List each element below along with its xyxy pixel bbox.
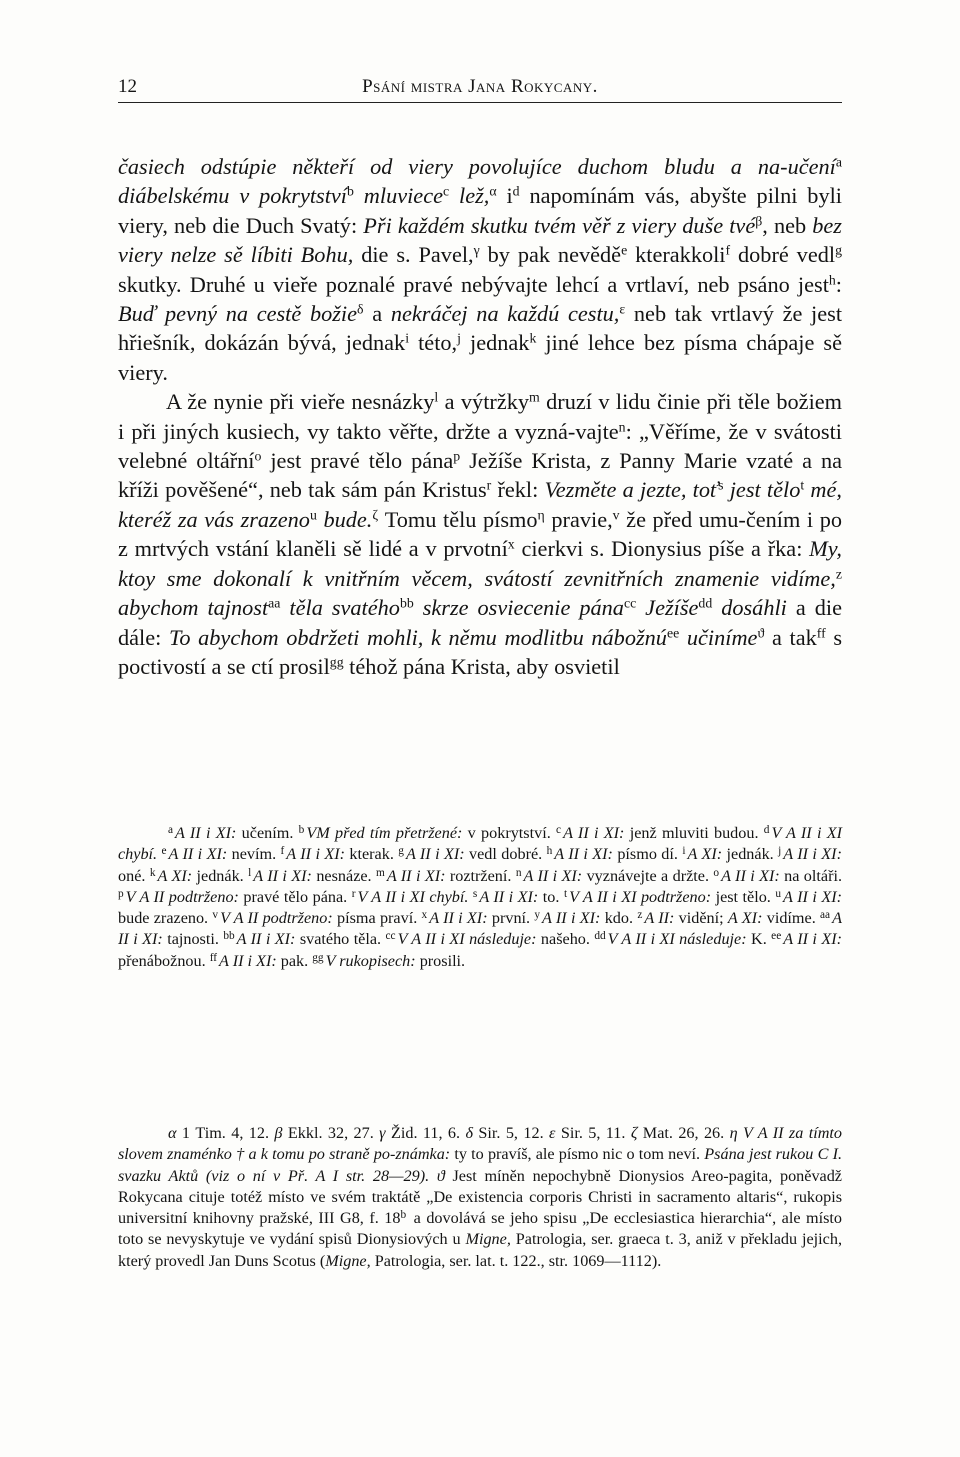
source-footnotes (118, 1123, 842, 1272)
note-marker: f (280, 845, 285, 858)
note-marker: η (537, 507, 545, 523)
text-run: že před umu-čením i po z mrtvých vstání klaněli sě lidé a v prvotní (118, 506, 842, 562)
italic-run: A II i XI: (386, 866, 446, 885)
italic-run: V A II i XI následuje: (607, 930, 747, 949)
italic-run: ϑ (436, 1166, 445, 1185)
text-run: prosili. (415, 951, 466, 970)
text-run: svatého těla. (295, 930, 386, 949)
italic-run: A II i XI: (175, 824, 237, 842)
text-run: a dovolává se jeho spisu „De ecclesiastica hierarchia“, ale místo toto se nevyskytuje ve vydání spisů Dionysiových u (118, 1209, 842, 1249)
note-marker: f (725, 242, 731, 258)
note-marker: d (763, 823, 770, 836)
italic-run: V A II i XI chybí. (118, 824, 843, 864)
note-marker: α (489, 183, 497, 199)
text-run: Jest míněn nepochybně Dionysios Areo-pagita, poněvadž Rokycana cituje totéž místo ve svém traktátě „De existencia corporis Christi in sacramento altaris“, rukopis universitní knihovny pražské, III G8, f. 18 (118, 1166, 842, 1228)
italic-run: ζ (630, 1124, 638, 1142)
italic-run: A XI: (687, 845, 723, 864)
note-marker: gg (329, 654, 344, 670)
italic-run: A II i XI: (168, 845, 228, 864)
italic-run: bude. (316, 506, 373, 532)
text-run: téhož pána Krista, aby osvietil (343, 653, 620, 679)
italic-run: V A II podtrženo: (125, 887, 239, 906)
text-run: vidění; (674, 909, 728, 928)
note-marker: ζ (372, 507, 379, 523)
text-run: s poctivostí a se ctí prosil (118, 624, 843, 679)
italic-run: V rukopisech: (325, 951, 416, 970)
note-marker: h (546, 845, 553, 858)
note-marker: g (835, 242, 842, 258)
note-marker: p (118, 887, 124, 900)
italic-run: A II i XI: (236, 930, 296, 949)
note-marker: γ (473, 242, 480, 258)
text-run: písma praví. (332, 909, 422, 928)
note-marker: β (755, 213, 763, 229)
text-run: roztržení. (445, 866, 516, 885)
italic-run: těla svatého (280, 595, 400, 621)
text-run: : (835, 271, 842, 297)
note-marker: o (713, 866, 720, 879)
italic-run: α (168, 1124, 177, 1142)
note-marker: l (248, 866, 252, 879)
text-run: této, (409, 330, 458, 356)
text-run: ty to pravíš, ale písmo nic o tom neví. (450, 1145, 705, 1164)
italic-run: A II i XI: (286, 845, 345, 864)
paragraph-2 (118, 387, 842, 681)
note-marker: e (161, 845, 167, 858)
text-run: na oltáři. (779, 866, 843, 885)
text-run: v pokrytství. (462, 824, 557, 842)
text-run: Sir. 5, 11. (555, 1124, 631, 1142)
note-marker: b (347, 183, 354, 199)
italic-run: My, ktoy sme dokonalí k vnitřním věcem, svátostí zevnitřních znamenie vidíme, (118, 536, 842, 591)
italic-run: časiech odstúpie někteří od viery povolujíce duchom bludu a na-učení (118, 154, 836, 179)
note-marker: r (486, 477, 492, 493)
text-run: to. (538, 887, 564, 906)
italic-run: β (274, 1124, 283, 1142)
italic-run: A II i XI: (783, 845, 842, 864)
note-marker: ff (816, 624, 826, 640)
text-run: oné. (118, 866, 150, 885)
text-run (157, 845, 161, 863)
note-marker: dd (594, 930, 606, 943)
italic-run: η (729, 1124, 738, 1142)
italic-run: V A II podtrženo: (220, 909, 333, 928)
note-marker: bb (399, 595, 414, 611)
note-marker: p (453, 448, 461, 464)
italic-run: Buď pevný na cestě božie (118, 301, 358, 327)
text-run: skutky. Druhé u vieře poznalé pravé nebývajte lehcí a vrtlaví, neb psáno jest (118, 271, 829, 297)
note-marker: r (351, 887, 356, 900)
italic-run: Ježíše (636, 595, 699, 621)
text-run: první. (487, 909, 535, 928)
text-run: K. (746, 930, 772, 949)
note-marker: s (718, 477, 724, 493)
note-marker: h (828, 272, 836, 288)
note-marker: t (800, 477, 805, 493)
italic-run: To abychom obdržeti mohli, k němu modlitbu nábožnú (168, 624, 667, 650)
text-run (429, 1167, 437, 1185)
italic-run: A II i XI: (523, 866, 583, 885)
note-marker: cc (385, 930, 396, 943)
note-marker: i (405, 330, 410, 346)
note-marker: g (398, 845, 404, 858)
italic-run: učiníme (679, 624, 758, 650)
note-marker: dd (698, 595, 713, 611)
text-run: i (496, 183, 513, 209)
text-run: Žid. 11, 6. (385, 1124, 466, 1142)
text-run: dobré vedl (730, 242, 836, 268)
text-run: 1 Tim. 4, 12. (176, 1124, 275, 1142)
italic-run: mé, kteréž za vás zrazeno (118, 477, 843, 532)
main-text (118, 152, 842, 681)
note-marker: n (618, 419, 626, 435)
note-marker: z (835, 566, 842, 582)
note-marker: u (775, 887, 782, 900)
text-run: nevím. (227, 845, 281, 864)
note-marker: aa (820, 909, 831, 922)
note-marker: ϑ (757, 624, 765, 640)
note-marker: t (563, 887, 568, 900)
note-marker: b (298, 823, 305, 836)
text-run: přenábožnou. (118, 951, 210, 970)
italic-run: A XI: (157, 866, 193, 885)
note-marker: n (515, 866, 522, 879)
italic-run: A II i XI: (479, 887, 539, 906)
variant-footnotes (118, 823, 842, 972)
text-run: tajnosti. (162, 930, 224, 949)
text-run: jest pravé tělo pána (261, 448, 454, 474)
italic-run: Při každém skutku tvém věř z viery duše tvé (363, 212, 756, 238)
italic-run: A II i XI: (554, 845, 613, 864)
page-number: 12 (118, 76, 137, 97)
page-header (118, 62, 842, 103)
italic-run: γ (379, 1124, 386, 1142)
note-marker: ee (666, 624, 680, 640)
italic-run: A II i XI: (219, 951, 277, 970)
text-run: jest tělo. (711, 887, 776, 906)
text-run: Ekkl. 32, 27. (282, 1124, 380, 1142)
text-run: učením. (236, 824, 299, 842)
italic-run: A II i XI: (783, 930, 843, 949)
italic-run: Migne, (465, 1230, 511, 1249)
italic-run: V A II i XI podtrženo: (569, 887, 712, 906)
note-marker: c (556, 823, 562, 836)
italic-run: Migne, (325, 1251, 371, 1270)
note-marker: ε (619, 301, 626, 317)
note-marker: gg (312, 951, 324, 964)
text-run: die s. Pavel, (353, 242, 474, 268)
footnote-sources-text (118, 1123, 842, 1272)
italic-run: Vezměte a jezte, toť (544, 477, 719, 503)
text-run: pak. (276, 951, 313, 970)
italic-run: A II i XI: (783, 887, 842, 906)
text-run: a tak (764, 624, 817, 650)
text-run: jiné lehce bez písma chápaje sě viery. (118, 330, 842, 385)
italic-run: VM před tím přetržené: (306, 824, 463, 842)
note-marker: l (434, 389, 439, 405)
text-run: písmo dí. (612, 845, 683, 864)
text-run: jenž mluviti budou. (624, 824, 764, 842)
text-run: kterak. (345, 845, 399, 864)
text-run: jednak (460, 330, 530, 356)
text-run: Mat. 26, 26. (637, 1124, 730, 1142)
note-marker: b (400, 1209, 407, 1222)
text-run: bude zrazeno. (118, 909, 213, 928)
note-marker: v (212, 909, 219, 922)
note-marker: a (168, 823, 174, 836)
text-run: : „Věříme, že v svátosti velebné oltářní (118, 418, 842, 474)
note-marker: z (637, 909, 643, 922)
note-marker: m (529, 389, 540, 405)
text-run: Patrologia, ser. lat. t. 122., str. 1069—1112). (370, 1251, 662, 1270)
text-run: vyznávejte a držte. (582, 866, 714, 885)
note-marker: ee (771, 930, 782, 943)
text-run: by pak nevědě (479, 242, 622, 268)
italic-run: mluviece (353, 183, 443, 209)
text-run: Ježíše Krista, z Panny Marie vzaté a na kříži pověšené“, neb tak sám pán Kristus (118, 448, 842, 503)
text-run: Patrologia, ser. graeca t. 3, aniž v překladu jejich, který provedl Jan Duns Scotus ( (118, 1230, 842, 1270)
italic-run: V A II i XI chybí. (357, 887, 469, 906)
italic-run: A XI: (727, 909, 763, 928)
italic-run: diábelskému v pokrytství (118, 183, 347, 209)
text-run: Tomu tělu písmo (378, 506, 538, 532)
note-marker: k (529, 330, 537, 346)
note-marker: s (472, 887, 478, 900)
note-marker: c (443, 183, 450, 199)
note-marker: i (682, 845, 686, 858)
note-marker: v (612, 507, 620, 523)
note-marker: a (835, 154, 842, 170)
italic-run: skrze osviecenie pána (413, 595, 624, 621)
running-title: Psání mistra Jana Rokycany. (362, 76, 598, 97)
text-run: a die dále: (118, 595, 842, 650)
note-marker: j (457, 330, 461, 346)
italic-run: abychom tajnost (118, 595, 269, 621)
text-run: A že nynie při vieře nesnázky (166, 389, 435, 415)
italic-run: δ (465, 1124, 473, 1142)
note-marker: m (376, 866, 385, 879)
text-run: druzí v lidu činie při těle božiem i při jiných kusiech, vy takto věřte, držte a vyzná-vajte (118, 389, 843, 444)
italic-run: V A II i XI následuje: (397, 930, 537, 949)
text-run: pravie, (544, 506, 613, 532)
paragraph-1 (118, 152, 842, 387)
text-run: vidíme. (762, 909, 821, 928)
text-run: nesnáze. (311, 866, 376, 885)
italic-run: dosáhli (712, 595, 787, 621)
note-marker: k (149, 866, 156, 879)
note-marker: cc (623, 595, 637, 611)
italic-run: Psána jest rukou C I. svazku Aktů (viz o ní v Př. A I str. 28—29). (118, 1145, 843, 1185)
italic-run: A II i XI: (253, 866, 312, 885)
italic-run: jest tělo (723, 477, 801, 503)
text-run: kterakkoli (627, 242, 726, 268)
text-run: jednák. (192, 866, 249, 885)
italic-run: nekráčej na každú cestu, (390, 301, 620, 327)
text-run: cierkvi s. Dionysius píše a řka: (514, 536, 810, 562)
italic-run: A II i XI: (721, 866, 780, 885)
text-run: , neb (762, 212, 813, 238)
footnote-variants-text (118, 823, 842, 972)
text-run: Sir. 5, 12. (473, 1124, 550, 1142)
italic-run: A II: (644, 909, 675, 928)
italic-run: A II i XI: (429, 909, 488, 928)
italic-run: lež, (449, 183, 490, 209)
note-marker: bb (223, 930, 235, 943)
italic-run: A II i XI: (405, 845, 465, 864)
note-marker: ff (209, 951, 218, 964)
text-run: řekl: (491, 477, 545, 503)
text-run: a výtržky (438, 389, 530, 415)
text-run: kdo. (600, 909, 638, 928)
note-marker: e (621, 242, 628, 258)
text-run: našeho. (536, 930, 595, 949)
note-marker: d (512, 183, 520, 199)
note-marker: y (534, 909, 541, 922)
italic-run: A II i XI: (542, 909, 601, 928)
text-run: a (363, 301, 391, 327)
note-marker: u (309, 507, 317, 523)
note-marker: x (421, 909, 428, 922)
note-marker: x (507, 536, 515, 552)
italic-run: A II i XI: (563, 824, 625, 842)
text-run: neb tak vrtlavý že jest hřiešník, dokázán bývá, jednak (118, 301, 843, 356)
text-run: napomínám vás, abyšte pilni byli viery, neb die Duch Svatý: (118, 183, 842, 238)
italic-run: A II i XI: (118, 909, 842, 949)
note-marker: aa (268, 595, 281, 611)
italic-run: bez viery nelze sě líbiti Bohu, (118, 212, 842, 268)
note-marker: o (254, 448, 262, 464)
note-marker: j (778, 845, 782, 858)
note-marker: δ (357, 301, 364, 317)
italic-run: V A II za tímto slovem znaménko † a k tomu po straně po-známka: (118, 1124, 842, 1164)
text-run: pravé tělo pána. (238, 887, 352, 906)
text-run: vedl dobré. (464, 845, 547, 864)
text-run: jednák. (722, 845, 779, 864)
italic-run: ε (549, 1124, 556, 1142)
